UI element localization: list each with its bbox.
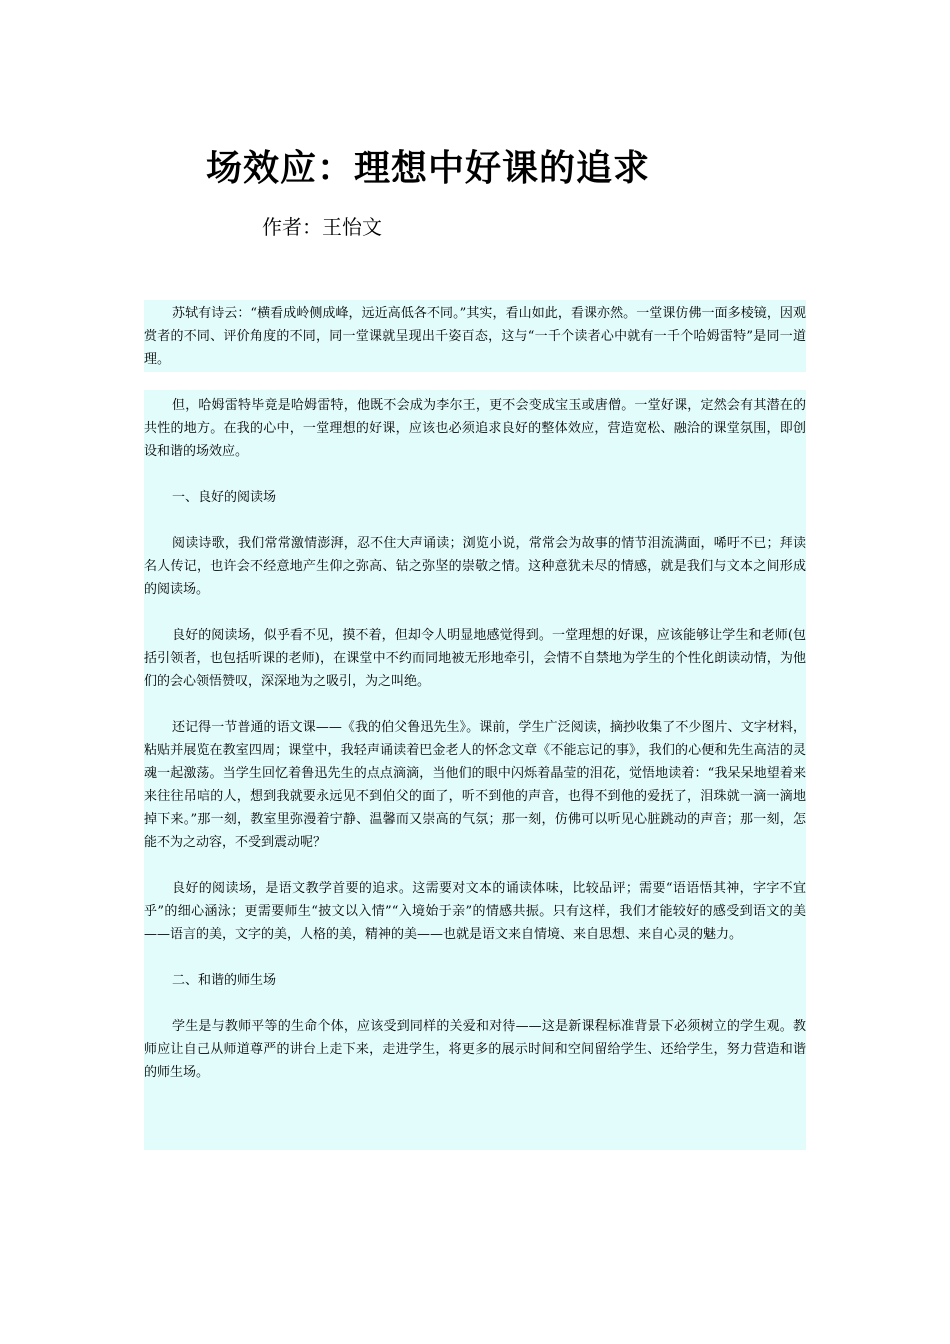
paragraph-reading-pursuit: 良好的阅读场，是语文教学首要的追求。这需要对文本的诵读体味，比较品评；需要“语语悟其神，字字不宜乎”的细心涵泳；更需要师生“披文以入情”“入境始于亲”的情感共振。只有这样，我们才能较好的感受到语文的美——语言的美，文字的美，人格的美，精神的美——也就是语文来自情境、来自思想、来自心灵的魅力。: [144, 881, 806, 942]
paragraph-hamlet: 但，哈姆雷特毕竟是哈姆雷特，他既不会成为李尔王，更不会变成宝玉或唐僧。一堂好课，定然会有其潜在的共性的地方。在我的心中，一堂理想的好课，应该也必须追求良好的整体效应，营造宽松、融洽的课堂氛围，即创设和谐的场效应。: [144, 398, 806, 459]
document-title: 场效应：理想中好课的追求: [206, 148, 651, 189]
paragraph-intro: 苏轼有诗云：“横看成岭侧成峰，远近高低各不同。”其实，看山如此，看课亦然。一堂课仿佛一面多棱镜，因观赏者的不同、评价角度的不同，同一堂课就呈现出千姿百态，这与“一千个读者心中就有一千个哈姆雷特”是同一道理。: [144, 306, 806, 367]
paragraph-teacher-student: 学生是与教师平等的生命个体，应该受到同样的关爱和对待——这是新课程标准背景下必须树立的学生观。教师应让自己从师道尊严的讲台上走下来，走进学生，将更多的展示时间和空间留给学生、还给学生，努力营造和谐的师生场。: [144, 1019, 806, 1080]
section-heading-reading: 一、良好的阅读场: [172, 490, 277, 505]
paragraph-reading-poetry: 阅读诗歌，我们常常激情澎湃，忍不住大声诵读；浏览小说，常常会为故事的情节泪流满面，唏吁不已；拜读名人传记，也许会不经意地产生仰之弥高、钻之弥坚的崇敬之情。这种意犹未尽的情感，就是我们与文本之间形成的阅读场。: [144, 536, 806, 597]
paragraph-lu-xun-lesson: 还记得一节普通的语文课——《我的伯父鲁迅先生》。课前，学生广泛阅读，摘抄收集了不少图片、文字材料，粘贴并展览在教室四周；课堂中，我轻声诵读着巴金老人的怀念文章《不能忘记的事》，我们的心便和先生高洁的灵魂一起激荡。当学生回忆着鲁迅先生的点点滴滴，当他们的眼中闪烁着晶莹的泪花，觉悟地读着：“我呆呆地望着来来往往吊唁的人，想到我就要永远见不到伯父的面了，听不到他的声音，也得不到他的爱抚了，泪珠就一滴一滴地掉下来。”那一刻，教室里弥漫着宁静、温馨而又崇高的气氛；那一刻，仿佛可以听见心脏跳动的声音；那一刻，怎能不为之动容，不受到震动呢？: [144, 720, 806, 850]
document-body: [144, 302, 806, 1107]
document-author: 作者：王怡文: [262, 215, 382, 239]
section-heading-teacher-student: 二、和谐的师生场: [172, 973, 277, 988]
paragraph-reading-field: 良好的阅读场，似乎看不见，摸不着，但却令人明显地感觉得到。一堂理想的好课，应该能够让学生和老师(包括引领者，也包括听课的老师)，在课堂中不约而同地被无形地牵引，会情不自禁地为学生的个性化朗读动情，为他们的会心领悟赞叹，深深地为之吸引，为之叫绝。: [144, 628, 806, 689]
